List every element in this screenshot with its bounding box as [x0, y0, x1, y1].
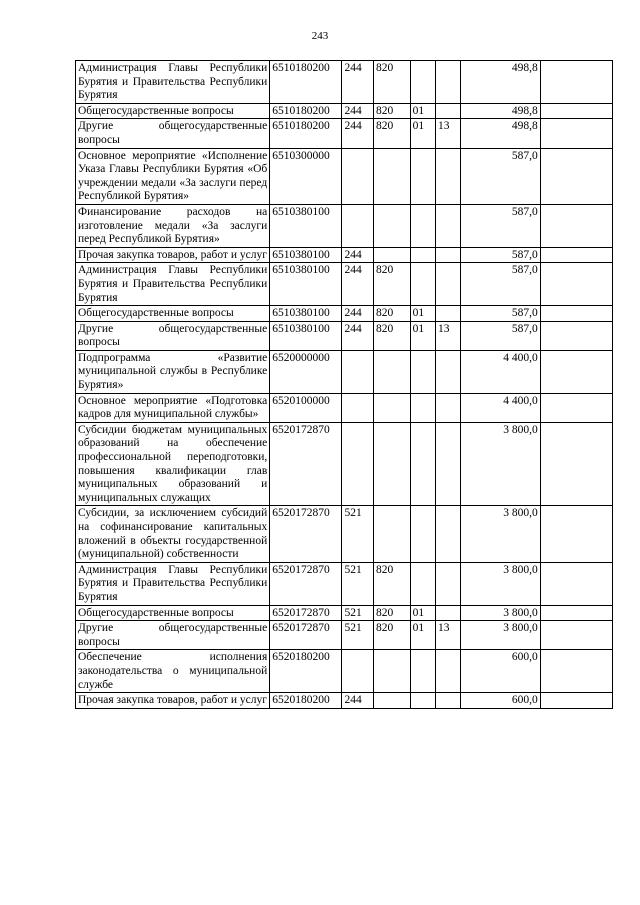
table-row [76, 61, 613, 104]
row-sum: 498,8 [461, 119, 540, 148]
row-name: Субсидии, за исключением субсидий на софинансирование капитальных вложений в объекты государственной (муниципальной) собственности [76, 506, 270, 562]
row-extra [540, 103, 612, 119]
row-rz [410, 350, 435, 393]
row-rz [410, 61, 435, 104]
row-csr: 6520172870 [270, 621, 342, 650]
row-csr: 6510180200 [270, 103, 342, 119]
table-row [76, 621, 613, 650]
row-vr [342, 650, 374, 693]
table-row [76, 506, 613, 562]
row-sum: 498,8 [461, 61, 540, 104]
row-rz: 01 [410, 119, 435, 148]
row-vr: 244 [342, 61, 374, 104]
row-csr: 6510380100 [270, 263, 342, 306]
row-grbs: 820 [373, 621, 410, 650]
row-rz [410, 247, 435, 263]
row-pr [436, 263, 461, 306]
row-vr: 244 [342, 321, 374, 350]
row-extra [540, 650, 612, 693]
row-rz: 01 [410, 103, 435, 119]
row-grbs: 820 [373, 119, 410, 148]
row-sum: 3 800,0 [461, 422, 540, 506]
table-row [76, 103, 613, 119]
row-vr: 244 [342, 103, 374, 119]
row-name: Администрация Главы Республики Бурятия и Правительства Республики Бурятия [76, 562, 270, 605]
row-vr: 244 [342, 263, 374, 306]
row-vr [342, 204, 374, 247]
row-rz: 01 [410, 605, 435, 621]
table-row [76, 263, 613, 306]
table-row [76, 321, 613, 350]
row-sum: 4 400,0 [461, 393, 540, 422]
row-grbs [373, 693, 410, 709]
row-pr [436, 204, 461, 247]
row-name: Прочая закупка товаров, работ и услуг [76, 693, 270, 709]
row-vr [342, 350, 374, 393]
row-sum: 4 400,0 [461, 350, 540, 393]
row-pr [436, 650, 461, 693]
table-row [76, 204, 613, 247]
row-vr: 244 [342, 119, 374, 148]
table-body [76, 61, 613, 709]
row-name: Общегосударственные вопросы [76, 605, 270, 621]
row-grbs [373, 204, 410, 247]
row-grbs: 820 [373, 103, 410, 119]
row-pr: 13 [436, 321, 461, 350]
row-sum: 3 800,0 [461, 621, 540, 650]
row-extra [540, 350, 612, 393]
row-extra [540, 306, 612, 322]
row-csr: 6510380100 [270, 306, 342, 322]
row-rz [410, 148, 435, 204]
row-grbs: 820 [373, 605, 410, 621]
row-name: Общегосударственные вопросы [76, 103, 270, 119]
row-sum: 3 800,0 [461, 605, 540, 621]
row-vr: 244 [342, 306, 374, 322]
row-extra [540, 506, 612, 562]
budget-table [75, 60, 613, 709]
table-row [76, 247, 613, 263]
row-vr: 521 [342, 605, 374, 621]
row-rz [410, 650, 435, 693]
row-rz [410, 263, 435, 306]
row-name: Прочая закупка товаров, работ и услуг [76, 247, 270, 263]
row-vr: 521 [342, 621, 374, 650]
table-row [76, 422, 613, 506]
row-name: Другие общегосударственные вопросы [76, 621, 270, 650]
table-row [76, 650, 613, 693]
row-sum: 587,0 [461, 247, 540, 263]
row-rz [410, 204, 435, 247]
row-pr [436, 422, 461, 506]
row-sum: 3 800,0 [461, 562, 540, 605]
row-vr [342, 148, 374, 204]
row-name: Общегосударственные вопросы [76, 306, 270, 322]
table-row [76, 562, 613, 605]
row-name: Администрация Главы Республики Бурятия и Правительства Республики Бурятия [76, 61, 270, 104]
table-row [76, 350, 613, 393]
row-extra [540, 621, 612, 650]
row-grbs [373, 650, 410, 693]
row-grbs [373, 393, 410, 422]
row-pr: 13 [436, 621, 461, 650]
row-extra [540, 61, 612, 104]
row-csr: 6510380100 [270, 247, 342, 263]
row-sum: 587,0 [461, 321, 540, 350]
row-extra [540, 605, 612, 621]
row-pr [436, 605, 461, 621]
row-grbs: 820 [373, 562, 410, 605]
row-pr [436, 693, 461, 709]
row-csr: 6520172870 [270, 422, 342, 506]
row-grbs: 820 [373, 306, 410, 322]
row-name: Другие общегосударственные вопросы [76, 119, 270, 148]
table-row [76, 393, 613, 422]
row-pr: 13 [436, 119, 461, 148]
row-vr [342, 393, 374, 422]
row-csr: 6520000000 [270, 350, 342, 393]
row-extra [540, 422, 612, 506]
row-pr [436, 350, 461, 393]
row-rz: 01 [410, 621, 435, 650]
row-rz: 01 [410, 321, 435, 350]
row-csr: 6520172870 [270, 506, 342, 562]
row-grbs [373, 148, 410, 204]
row-vr: 244 [342, 693, 374, 709]
row-extra [540, 321, 612, 350]
row-sum: 587,0 [461, 204, 540, 247]
row-rz [410, 693, 435, 709]
table-row [76, 119, 613, 148]
row-name: Основное мероприятие «Исполнение Указа Главы Республики Бурятия «Об учреждении медали «За заслуги перед Республикой Бурятия» [76, 148, 270, 204]
row-rz [410, 393, 435, 422]
page-number: 243 [311, 30, 329, 42]
row-csr: 6510380100 [270, 321, 342, 350]
row-extra [540, 247, 612, 263]
row-rz [410, 562, 435, 605]
row-sum: 3 800,0 [461, 506, 540, 562]
row-sum: 587,0 [461, 263, 540, 306]
row-csr: 6520100000 [270, 393, 342, 422]
row-pr [436, 393, 461, 422]
table-row [76, 693, 613, 709]
row-name: Подпрограмма «Развитие муниципальной службы в Республике Бурятия» [76, 350, 270, 393]
row-sum: 498,8 [461, 103, 540, 119]
row-name: Основное мероприятие «Подготовка кадров для муниципальной службы» [76, 393, 270, 422]
row-rz: 01 [410, 306, 435, 322]
row-extra [540, 148, 612, 204]
row-sum: 600,0 [461, 693, 540, 709]
row-csr: 6520172870 [270, 562, 342, 605]
row-extra [540, 393, 612, 422]
row-csr: 6510180200 [270, 61, 342, 104]
row-sum: 600,0 [461, 650, 540, 693]
row-pr [436, 562, 461, 605]
table-row [76, 605, 613, 621]
row-grbs [373, 350, 410, 393]
row-grbs: 820 [373, 61, 410, 104]
row-pr [436, 103, 461, 119]
row-vr [342, 422, 374, 506]
row-pr [436, 148, 461, 204]
row-grbs [373, 422, 410, 506]
row-pr [436, 306, 461, 322]
row-extra [540, 204, 612, 247]
row-pr [436, 247, 461, 263]
row-csr: 6520180200 [270, 650, 342, 693]
row-name: Администрация Главы Республики Бурятия и Правительства Республики Бурятия [76, 263, 270, 306]
row-csr: 6520172870 [270, 605, 342, 621]
row-grbs [373, 247, 410, 263]
row-name: Финансирование расходов на изготовление медали «За заслуги перед Республикой Бурятия» [76, 204, 270, 247]
row-extra [540, 119, 612, 148]
row-csr: 6510300000 [270, 148, 342, 204]
row-csr: 6510380100 [270, 204, 342, 247]
row-name: Субсидии бюджетам муниципальных образований на обеспечение профессиональной переподготовки, повышения квалификации глав муниципальных образований и муниципальных служащих [76, 422, 270, 506]
row-vr: 244 [342, 247, 374, 263]
row-pr [436, 506, 461, 562]
row-extra [540, 693, 612, 709]
row-name: Обеспечение исполнения законодательства о муниципальной службе [76, 650, 270, 693]
row-vr: 521 [342, 562, 374, 605]
row-csr: 6520180200 [270, 693, 342, 709]
row-grbs: 820 [373, 321, 410, 350]
row-csr: 6510180200 [270, 119, 342, 148]
row-pr [436, 61, 461, 104]
row-name: Другие общегосударственные вопросы [76, 321, 270, 350]
table-row [76, 148, 613, 204]
row-extra [540, 562, 612, 605]
table-row [76, 306, 613, 322]
row-sum: 587,0 [461, 306, 540, 322]
row-sum: 587,0 [461, 148, 540, 204]
row-vr: 521 [342, 506, 374, 562]
row-grbs: 820 [373, 263, 410, 306]
row-rz [410, 422, 435, 506]
row-grbs [373, 506, 410, 562]
row-extra [540, 263, 612, 306]
row-rz [410, 506, 435, 562]
